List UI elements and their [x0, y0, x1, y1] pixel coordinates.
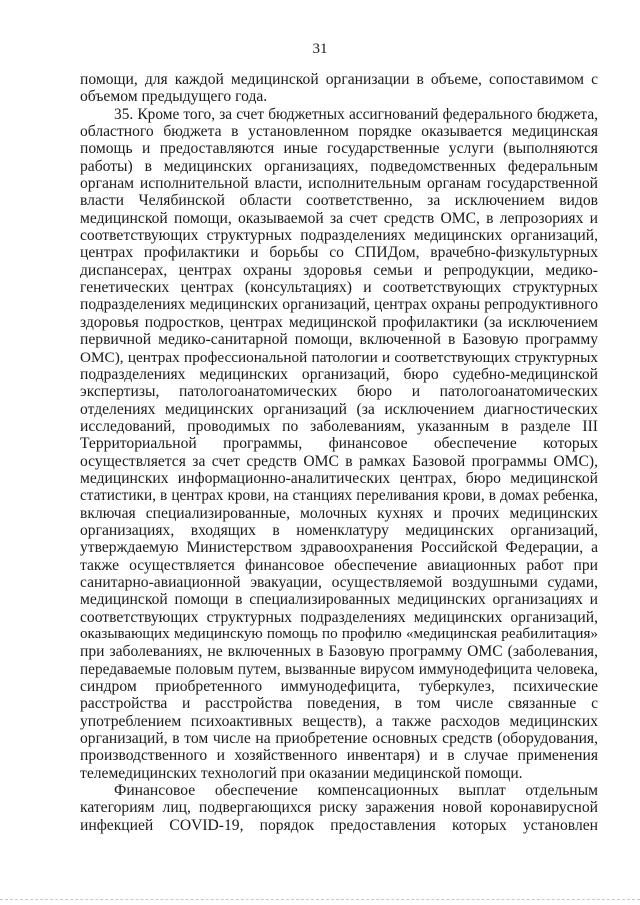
paragraph-first-line: 35. Кроме того, за счет бюджетных ассигнований федерального бюджета,	[114, 105, 598, 123]
page-bottom-edge	[0, 899, 640, 901]
text-line: диспансерах, центрах охраны здоровья семьи и репродукции, медико-	[80, 261, 598, 279]
text-line: объемом предыдущего года.	[80, 88, 268, 106]
text-line: генетических центрах (консультациях) и соответствующих структурных	[80, 279, 598, 297]
text-line: здоровья подростков, центрах медицинской профилактики (за исключением	[80, 313, 598, 331]
text-line: первичной медико-санитарной помощи, включенной в Базовую программу	[80, 331, 598, 349]
text-line: Территориальной программы, финансовое обеспечение которых	[80, 435, 598, 453]
text-line: ОМС), центрах профессиональной патологии и соответствующих структурных	[80, 348, 598, 366]
text-line: подразделениях медицинских организаций, центрах охраны репродуктивного	[80, 296, 598, 314]
text-line: подразделениях медицинских организаций, бюро судебно-медицинской	[80, 365, 598, 383]
text-line: санитарно-авиационной эвакуации, осуществляемой воздушными судами,	[80, 573, 598, 591]
text-line: центрах профилактики и борьбы со СПИДом, врачебно-физкультурных	[80, 244, 598, 262]
text-line: исследований, проводимых по заболеваниям, указанным в разделе III	[80, 417, 598, 435]
text-line: категориям лиц, подвергающихся риску заражения новой коронавирусной	[80, 799, 598, 817]
text-line: медицинских информационно-аналитических центрах, бюро медицинской	[80, 469, 598, 487]
text-line: медицинской помощи в специализированных медицинских организациях и	[80, 591, 598, 609]
text-line: употреблением психоактивных веществ), а также расходов медицинских	[80, 712, 598, 730]
text-line: передаваемые половым путем, вызванные вирусом иммунодефицита человека,	[80, 660, 598, 678]
text-line: статистики, в центрах крови, на станциях переливания крови, в домах ребенка,	[80, 487, 598, 505]
text-line: расстройства и расстройства поведения, в том числе связанные с	[80, 695, 598, 713]
text-line: соответствующих структурных подразделениях медицинских организаций,	[80, 227, 598, 245]
text-line: областного бюджета в установленном порядке оказывается медицинская	[80, 123, 598, 141]
text-line: организациях, входящих в номенклатуру медицинских организаций,	[80, 521, 598, 539]
text-line: организаций, в том числе на приобретение основных средств (оборудования,	[80, 730, 598, 748]
text-line: отделениях медицинских организаций (за исключением диагностических	[80, 400, 598, 418]
text-line: соответствующих структурных подразделениях медицинских организаций,	[80, 608, 598, 626]
text-line: оказывающих медицинскую помощь по профилю «медицинская реабилитация»	[80, 626, 598, 642]
text-line: синдром приобретенного иммунодефицита, туберкулез, психические	[80, 678, 598, 696]
text-line: экспертизы, патологоанатомических бюро и патологоанатомических	[80, 383, 598, 401]
text-line: также осуществляется финансовое обеспечение авиационных работ при	[80, 556, 598, 574]
body-text	[80, 71, 598, 834]
text-line: помощи, для каждой медицинской организации в объеме, сопоставимом с	[80, 71, 598, 88]
text-line: медицинской помощи, оказываемой за счет средств ОМС, в лепрозориях и	[80, 209, 598, 227]
paragraph-first-line: Финансовое обеспечение компенсационных выплат отдельным	[114, 782, 598, 800]
text-line: работы) в медицинских организациях, подведомственных федеральным	[80, 157, 598, 175]
text-line: включая специализированные, молочных кухнях и прочих медицинских	[80, 504, 598, 522]
text-line: производственного и хозяйственного инвентаря) и в случае применения	[80, 747, 598, 765]
text-line: при заболеваниях, не включенных в Базовую программу ОМС (заболевания,	[80, 643, 598, 661]
text-line: телемедицинских технологий при оказании медицинской помощи.	[80, 764, 523, 782]
text-line: инфекцией COVID-19, порядок предоставления которых установлен	[80, 816, 598, 834]
page-number: 31	[312, 41, 328, 57]
text-line: помощь и предоставляются иные государственные услуги (выполняются	[80, 140, 598, 158]
text-line: утверждаемую Министерством здравоохранения Российской Федерации, а	[80, 539, 598, 557]
text-line: органам исполнительной власти, исполнительным органам государственной	[80, 175, 598, 193]
text-line: осуществляется за счет средств ОМС в рамках Базовой программы ОМС),	[80, 452, 598, 470]
text-line: власти Челябинской области соответственно, за исключением видов	[80, 192, 598, 210]
